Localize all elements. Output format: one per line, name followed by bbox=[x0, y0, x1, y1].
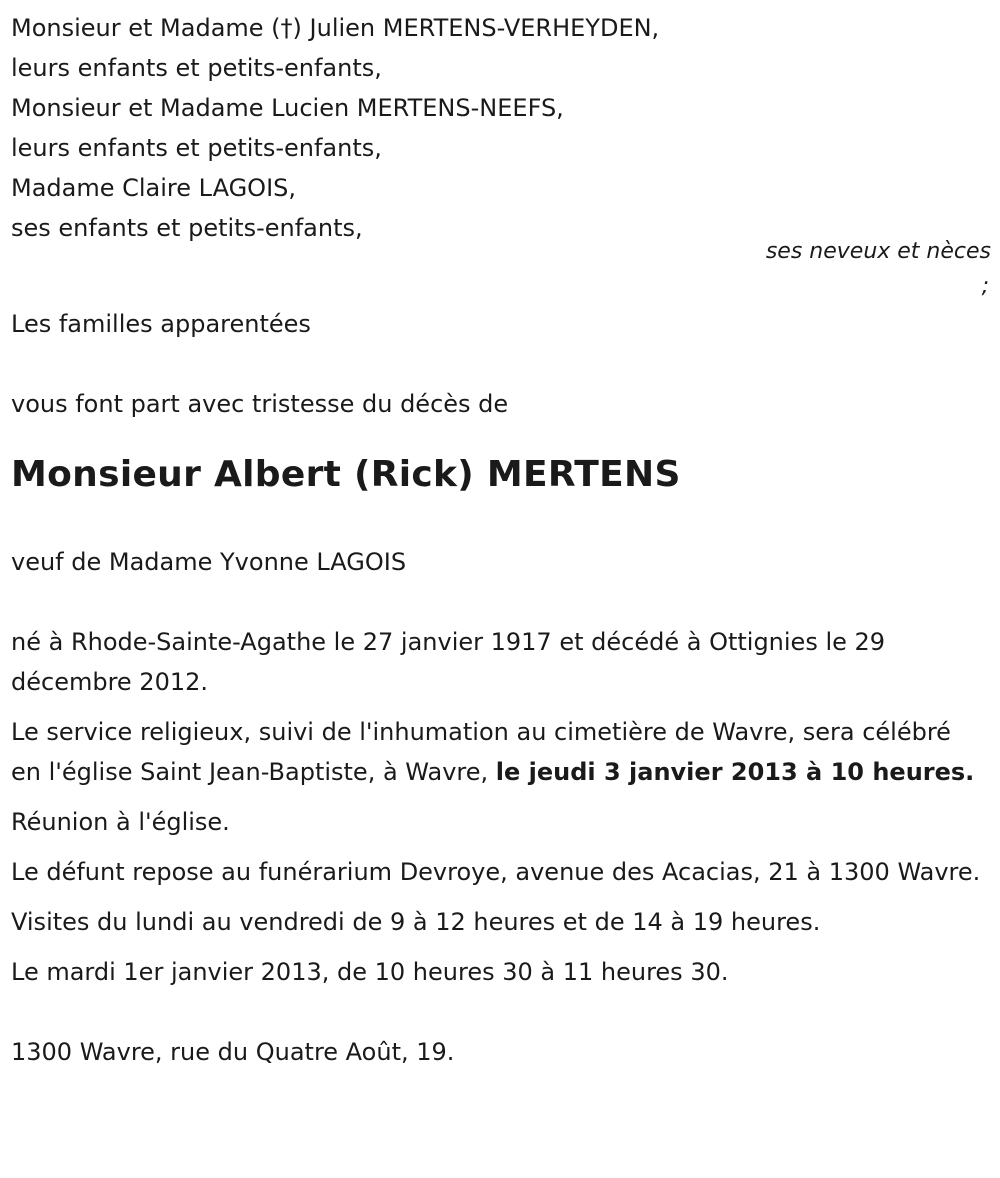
holiday-visit: Le mardi 1er janvier 2013, de 10 heures 30 à 11 heures 30. bbox=[11, 958, 729, 986]
family-line-4: leurs enfants et petits-enfants, bbox=[11, 134, 382, 162]
family-line-3: Monsieur et Madame Lucien MERTENS-NEEFS, bbox=[11, 94, 564, 122]
service-info bbox=[11, 712, 981, 792]
family-list bbox=[11, 8, 991, 248]
meeting-info: Réunion à l'église. bbox=[11, 808, 230, 836]
service-text: Le service religieux, suivi de l'inhumation au cimetière de Wavre, sera célébré en l'église Saint Jean-Baptiste, à Wavre, bbox=[11, 718, 951, 786]
family-line-5: Madame Claire LAGOIS, bbox=[11, 174, 297, 202]
deceased-name: Monsieur Albert (Rick) MERTENS bbox=[11, 454, 681, 495]
death-notice bbox=[11, 8, 991, 1082]
resting-place: Le défunt repose au funérarium Devroye, avenue des Acacias, 21 à 1300 Wavre. bbox=[11, 858, 981, 886]
nephews-punctuation: ; bbox=[981, 274, 989, 299]
related-families: Les familles apparentées bbox=[11, 310, 311, 338]
family-line-1: Monsieur et Madame (†) Julien MERTENS-VERHEYDEN, bbox=[11, 14, 660, 42]
family-line-2: leurs enfants et petits-enfants, bbox=[11, 54, 382, 82]
service-date: le jeudi 3 janvier 2013 à 10 heures. bbox=[495, 758, 975, 786]
widow-of: veuf de Madame Yvonne LAGOIS bbox=[11, 548, 407, 576]
intro-text: vous font part avec tristesse du décès de bbox=[11, 390, 509, 418]
nephews-line: ses neveux et nèces bbox=[765, 239, 991, 264]
visits-info: Visites du lundi au vendredi de 9 à 12 heures et de 14 à 19 heures. bbox=[11, 908, 821, 936]
born-died: né à Rhode-Sainte-Agathe le 27 janvier 1917 et décédé à Ottignies le 29 décembre 2012. bbox=[11, 628, 886, 696]
family-line-6: ses enfants et petits-enfants, bbox=[11, 214, 363, 242]
address: 1300 Wavre, rue du Quatre Août, 19. bbox=[11, 1038, 455, 1066]
